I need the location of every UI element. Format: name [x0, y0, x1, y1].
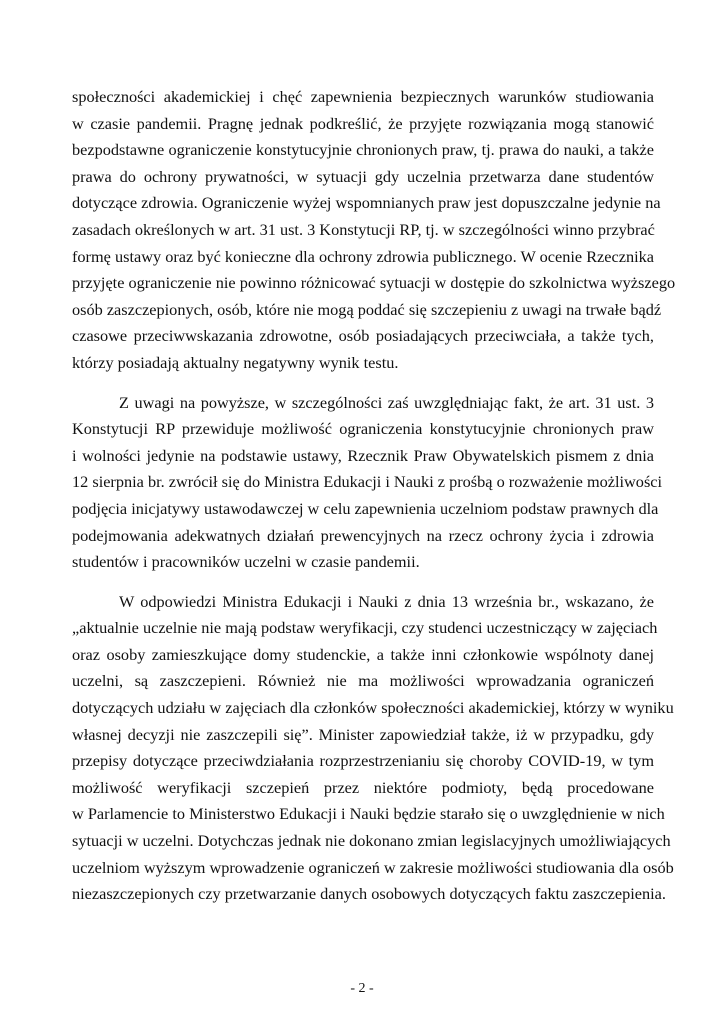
text-line: bezpodstawne ograniczenie konstytucyjnie chronionych praw, tj. prawa do nauki, a także — [72, 140, 654, 160]
paragraph-3 — [72, 589, 674, 908]
text-line: czasowe przeciwwskazania zdrowotne, osób posiadających przeciwciała, a także tych, — [72, 326, 654, 346]
text-line: przepisy dotyczące przeciwdziałania rozprzestrzenianiu się choroby COVID-19, w tym — [72, 751, 654, 771]
text-line: w Parlamencie to Ministerstwo Edukacji i Nauki będzie starało się o uwzględnienie w nich — [72, 804, 665, 824]
text-line: niezaszczepionych czy przetwarzanie danych osobowych dotyczących faktu zaszczepienia. — [72, 884, 666, 904]
text-line: zasadach określonych w art. 31 ust. 3 Konstytucji RP, tj. w szczególności winno przybrać — [72, 219, 655, 239]
text-line: społeczności akademickiej i chęć zapewnienia bezpiecznych warunków studiowania — [72, 87, 654, 106]
text-line: dotyczące zdrowia. Ograniczenie wyżej wspomnianych praw jest dopuszczalne jedynie na — [72, 193, 661, 213]
text-line: W odpowiedzi Ministra Edukacji i Nauki z dnia 13 września br., wskazano, że — [119, 591, 654, 611]
paragraph-spacer — [72, 377, 654, 390]
text-line: możliwość weryfikacji szczepień przez niektóre podmioty, będą procedowane — [72, 777, 654, 797]
text-line: osób zaszczepionych, osób, które nie mogą poddać się szczepieniu z uwagi na trwałe bądź — [72, 299, 662, 319]
text-line: w czasie pandemii. Pragnę jednak podkreślić, że przyjęte rozwiązania mogą stanowić — [72, 113, 654, 133]
text-line: podjęcia inicjatywy ustawodawczej w celu zapewnienia uczelniom podstaw prawnych dla — [72, 498, 659, 518]
paragraph-2 — [72, 390, 663, 576]
paragraph-1 — [72, 84, 676, 377]
text-line: 12 sierpnia br. zwrócił się do Ministra Edukacji i Nauki z prośbą o rozważenie możliwości — [72, 472, 663, 492]
text-line: prawa do ochrony prywatności, w sytuacji gdy uczelnia przetwarza dane studentów — [72, 166, 654, 186]
paragraph-spacer — [72, 576, 654, 589]
page-number: - 2 - — [350, 981, 374, 996]
text-line: Z uwagi na powyższe, w szczególności zaś uwzględniając fakt, że art. 31 ust. 3 — [119, 392, 654, 412]
text-line: oraz osoby zamieszkujące domy studenckie, a także inni członkowie wspólnoty danej — [72, 644, 654, 664]
text-line: przyjęte ograniczenie nie powinno różnicować sytuacji w dostępie do szkolnictwa wyższego — [72, 273, 676, 293]
text-line: Konstytucji RP przewiduje możliwość ograniczenia konstytucyjnie chronionych praw — [72, 419, 654, 439]
text-line: i wolności jedynie na podstawie ustawy, Rzecznik Praw Obywatelskich pismem z dnia — [72, 445, 654, 465]
text-line: sytuacji w uczelni. Dotychczas jednak nie dokonano zmian legislacyjnych umożliwiających — [72, 831, 671, 851]
text-line: studentów i pracowników uczelni w czasie pandemii. — [72, 552, 420, 572]
text-line: „aktualnie uczelnie nie mają podstaw weryfikacji, czy studenci uczestniczący w zajęciach — [72, 618, 658, 638]
text-line: uczelniom wyższym wprowadzenie ograniczeń w zakresie możliwości studiowania dla osób — [72, 857, 674, 877]
text-line: podejmowania adekwatnych działań prewencyjnych na rzecz ochrony życia i zdrowia — [72, 525, 654, 545]
document-page — [72, 84, 676, 908]
text-line: którzy posiadają aktualny negatywny wynik testu. — [72, 352, 399, 372]
text-line: uczelni, są zaszczepieni. Również nie ma możliwości wprowadzania ograniczeń — [72, 671, 654, 691]
text-line: własnej decyzji nie zaszczepili się”. Minister zapowiedział także, iż w przypadku, gdy — [72, 724, 654, 744]
text-line: formę ustawy oraz być konieczne dla ochrony zdrowia publicznego. W ocenie Rzecznika — [72, 246, 654, 266]
text-line: dotyczących udziału w zajęciach dla członków społeczności akademickiej, którzy w wyniku — [72, 698, 674, 718]
